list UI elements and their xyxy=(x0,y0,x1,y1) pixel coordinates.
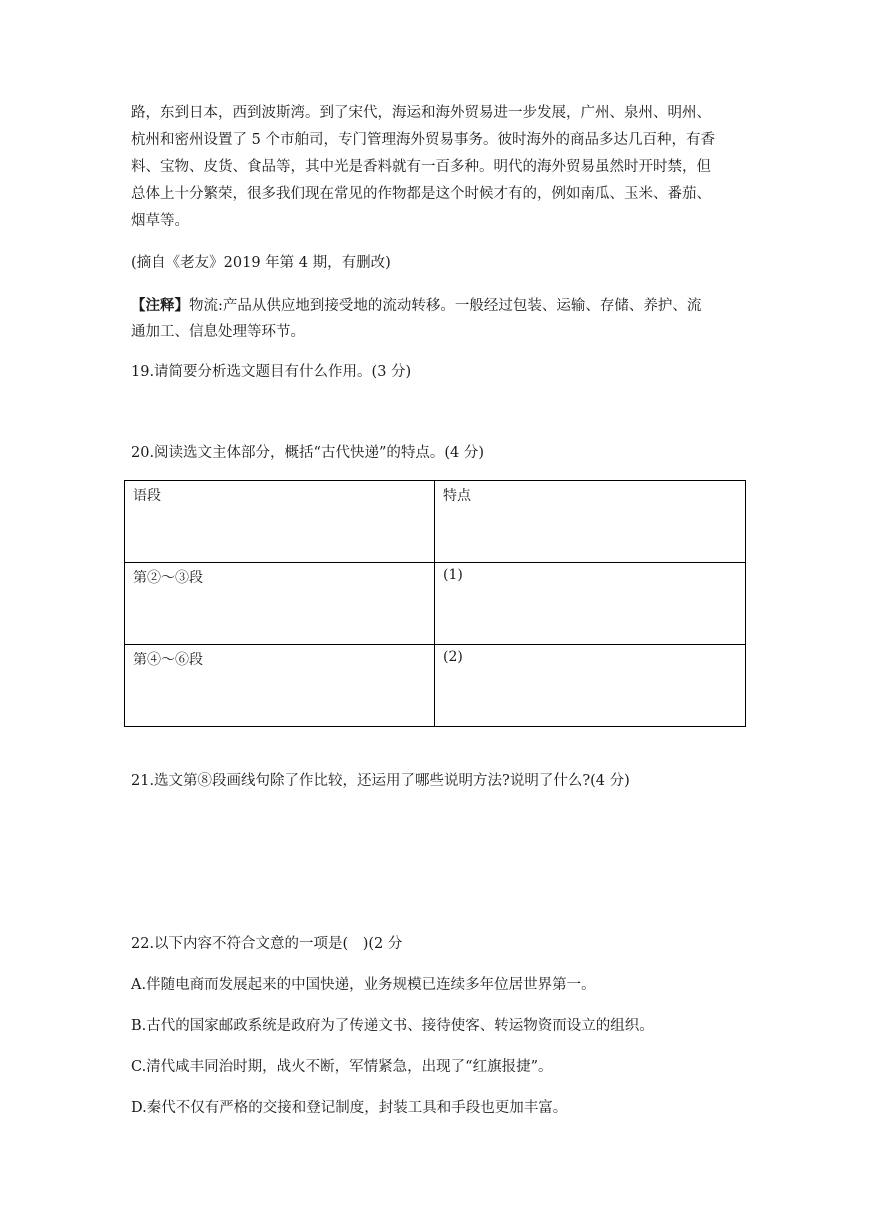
question-21: 21.选文第⑧段画线句除了作比较，还运用了哪些说明方法?说明了什么?(4 分) xyxy=(131,773,630,789)
table-header-cell: 语段 xyxy=(125,481,435,563)
characteristics-table xyxy=(124,480,746,727)
table-row xyxy=(125,563,746,645)
table-row xyxy=(125,645,746,727)
passage-paragraph xyxy=(131,100,743,235)
source-citation: (摘自《老友》2019 年第 4 期，有删改) xyxy=(131,255,391,271)
table-row xyxy=(125,481,746,563)
table-cell: (1) xyxy=(435,563,746,645)
table-cell: (2) xyxy=(435,645,746,727)
passage-line: 烟草等。 xyxy=(131,213,189,229)
passage-line: 料、宝物、皮货、食品等，其中光是香料就有一百多种。明代的海外贸易虽然时开时禁，但 xyxy=(131,159,711,175)
note-block xyxy=(131,292,743,346)
note-line xyxy=(131,292,743,319)
question-19: 19.请简要分析选文题目有什么作用。(3 分) xyxy=(131,364,412,380)
table-cell: 第④～⑥段 xyxy=(125,645,435,727)
passage-line: 总体上十分繁荣，很多我们现在常见的作物都是这个时候才有的，例如南瓜、玉米、番茄、 xyxy=(131,186,711,202)
question-20: 20.阅读选文主体部分，概括“古代快递”的特点。(4 分) xyxy=(131,445,485,461)
option-d: D.秦代不仅有严格的交接和登记制度，封装工具和手段也更加丰富。 xyxy=(131,1100,568,1116)
question-22: 22.以下内容不符合文意的一项是( )(2 分 xyxy=(131,936,403,952)
passage-line: 杭州和密州设置了 5 个市舶司，专门管理海外贸易事务。彼时海外的商品多达几百种，有香 xyxy=(131,132,715,148)
note-line: 通加工、信息处理等环节。 xyxy=(131,324,305,340)
option-b: B.古代的国家邮政系统是政府为了传递文书、接待使客、转运物资而设立的组织。 xyxy=(131,1018,654,1034)
table-header-cell: 特点 xyxy=(435,481,746,563)
note-label: 【注释】 xyxy=(131,297,189,314)
option-a: A.伴随电商而发展起来的中国快递，业务规模已连续多年位居世界第一。 xyxy=(131,977,596,993)
passage-line: 路，东到日本，西到波斯湾。到了宋代，海运和海外贸易进一步发展，广州、泉州、明州、 xyxy=(131,105,711,121)
table-cell: 第②～③段 xyxy=(125,563,435,645)
option-c: C.清代咸丰同治时期，战火不断，军情紧急，出现了“红旗报捷”。 xyxy=(131,1059,553,1075)
note-text: 物流:产品从供应地到接受地的流动转移。一般经过包装、运输、存储、养护、流 xyxy=(189,298,702,314)
